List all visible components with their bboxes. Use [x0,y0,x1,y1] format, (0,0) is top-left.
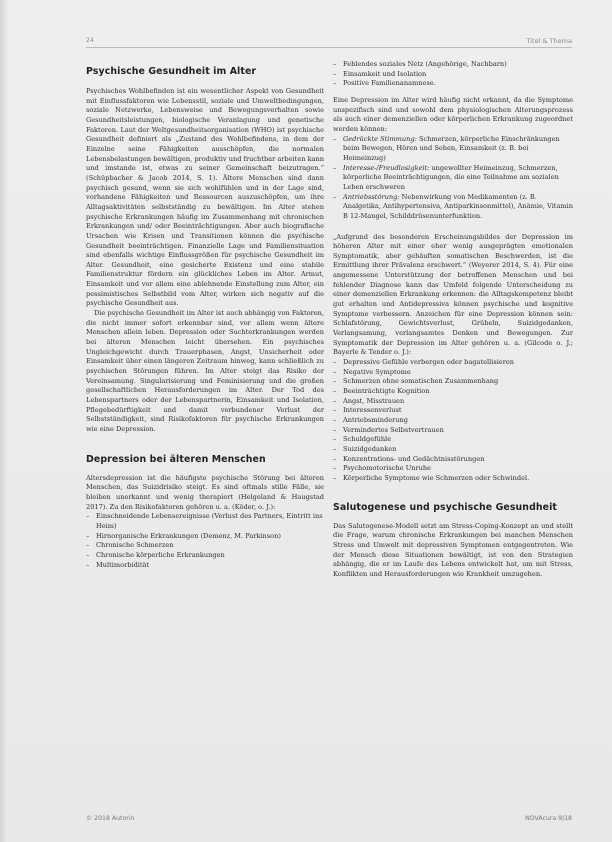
list-item: – Chronische Schmerzen [86,541,174,550]
footer-copyright: © 2018 Autorin [86,815,135,822]
risk-factor-list-continued [333,60,573,89]
list-item: – Antriebsminderung [333,415,409,424]
paragraph: Das Salutogenese-Modell setzt am Stress-Coping-Konzept an und stellt die Frage, warum chronische Erkrankungen bei manchen Menschen Stress und Umwelt mit depressiven Symptomen entgegentreten. Wie der Mensch diese Situationen bewältigt, ist von den Strategien abhängig, die er im Laufe des Lebens entwickelt hat, um mit Stress, Konflikten und Herausforderungen wie Krankheit umzugehen. [333,521,573,578]
list-item: – Interessenverlust [333,406,402,415]
section-heading-salutogenese: Salutogenese und psychische Gesundheit [333,501,558,513]
section-heading-psychische-gesundheit: Psychische Gesundheit im Alter [86,66,257,77]
page-number: 24 [86,37,94,44]
list-item: – Positive Familienanamnese. [333,79,436,88]
list-item: – Psychomotorische Unruhe [333,464,432,473]
paragraph: Eine Depression im Alter wird häufig nicht erkannt, da die Symptome unspezifisch sind und sowohl dem physiologischen Alterungsprozess als auch einer demenziellen oder körperlichen Erkrankung zugeordnet werden können: [333,95,573,133]
list-item: – Interesse-/Freudlosigkeit: ungewollter Heimeinzug, Schmerzen, körperliche Beeinträchtigungen, die eine Teilnahme am sozialen Leben erschweren [333,163,559,191]
paragraph: „Aufgrund des besonderen Erscheinungsbildes der Depression im höheren Alter mit einer eher wenig ausgeprägten emotionalen Symptomatik, aber gehäuften somatischen Beschwerden, ist die Ermittlung ihrer Prävalenz erschwert.“ (Weyerer 2014, S. 4). Für eine angemessene Unterstützung der betroffenen Menschen und bei fehlender Diagnose kann das Umfeld folgende Unterscheidung zu einer demenziellen Erkrankung erkennen: die Alltagskompetenz bleibt gut erhalten und Antidepressiva können psychische und kognitive Symptome verbessern. Anzeichen für eine Depression können sein: Schlafstörung, Gewichtsverlust, Grübeln, Suizidgedanken, Verlangsamung, verlangsamtes Denken und Bewegungen. Zur Symptomatik der Depression im Alter gehören u. a. (Gilcode o. J.; Bayerle & Tender o. J.): [333,232,573,357]
left-column [86,66,324,570]
paragraph: Die psychische Gesundheit im Alter ist auch abhängig von Faktoren, die nicht immer sofort erkennbar sind, vor allem wenn ältere Menschen allein leben. Depression oder Suchterkrankungen werden bei älteren Menschen leicht übersehen. Ein psychisches Ungleichgewicht durch Trauerphasen, Angst, Unsicherheit oder Einsamkeit über einen längeren Zeitraum hinweg, kann schließlich zu psychischen Störungen führen. Im Alter steigt das Risiko der Vereinsamung. Singularisierung und Feminisierung und die großen gesellschaftlichen Herausforderungen im Alter. Der Tod des Lebenspartners oder der Lebenspartnerin, Einsamkeit und Isolation, Pflegebedürftigkeit und damit verbundener Verlust der Selbstständigkeit, sind Risikofaktoren für psychische Erkrankungen wie eine Depression. [86,309,324,433]
right-column [333,60,573,580]
paragraph: Altersdepression ist die häufigste psychische Störung bei älteren Menschen, das Suizidrisiko steigt. Es sind oftmals stille Fälle, sie bleiben unerkannt und wenig therapiert (Helgeland & Haugstad 2017). Zu den Risikofaktoren gehören u. a. (Köder, o. J.): [86,473,324,511]
symptom-list [333,135,573,222]
list-item: – Schuldgefühle [333,435,392,444]
depression-signs-list [333,358,573,484]
list-item: – Fehlendes soziales Netz (Angehörige, Nachbarn) [333,60,507,68]
list-item: – Beeinträchtigte Kognition [333,387,430,395]
page-binding-shadow [0,0,8,842]
list-item: – Einschneidende Lebensereignisse (Verlust des Partners, Eintritt ins Heim) [86,512,323,530]
header-rule [86,47,572,48]
section-heading-depression: Depression bei älteren Menschen [86,453,266,465]
list-item: – Antriebsstörung: Nebenwirkung von Medikamenten (z. B. Analgetika, Antihypertensiva, Antiparkinsonmittel), Anämie, Vitamin B 12-Mangel, Schilddrüsenunterfunktion. [333,192,573,220]
footer-journal: NOVAcura 9|18 [525,815,572,822]
list-item: – Einsamkeit und Isolation [333,69,427,78]
list-item: – Suizidgedanken [333,444,397,453]
list-item: – Konzentrations- und Gedächtnisstörungen [333,454,485,463]
list-item: – Negative Symptome [333,367,411,376]
list-item: – Angst, Misstrauen [333,396,405,405]
list-item: – Gedrückte Stimmung: Schmerzen, körperliche Einschränkungen beim Bewegen, Hören und Sehen, Einsamkeit (z. B. bei Heimeinzug) [333,134,560,162]
list-item: – Chronische körperliche Erkrankungen [86,550,225,559]
list-item: – Vermindertes Selbstvertrauen [333,425,444,434]
risk-factor-list [86,512,324,570]
list-item: – Körperliche Symptome wie Schmerzen oder Schwindel. [333,473,530,482]
list-item: – Schmerzen ohne somatischen Zusammenhang [333,377,499,386]
list-item: – Hirnorganische Erkrankungen (Demenz, M. Parkinson) [86,531,281,540]
list-item: – Multimorbidität [86,560,150,569]
running-header: Titel & Thema [526,37,572,45]
paragraph: Psychisches Wohlbefinden ist ein wesentlicher Aspekt von Gesundheit mit Einflussfaktoren wie Lebensstil, soziale und Umweltbedingungen, soziale Netzwerke, Lebensweise und Bewegungsverhalten sowie Gesundheitsleistungen, biologische Veranlagung und genetische Faktoren. Laut der Weltgesundheitsorganisation (WHO) ist psychische Gesundheit definiert als „Zustand des Wohlbefindens, in dem der Einzelne seine Fähigkeiten ausschöpfen, die normalen Lebensbelastungen bewältigen, produktiv und fruchtbar arbeiten kann und imstande ist, etwas zu seiner Gemeinschaft beizutragen.“ (Schüpbacher & Jacob 2014, S. 1). Ältere Menschen sind dann psychisch gesund, wenn sie sich wohlfühlen und in der Lage sind, vorhandene Fähigkeiten und Ressourcen auszuschöpfen, um ihre Alltagsaktivitäten selbstständig zu bewältigen. Im Alter stehen psychische Erkrankungen häufig im Zusammenhang mit chronischen Erkrankungen und/ oder Beeinträchtigungen. Aber auch biografische Ursachen wie Krisen und Transitionen können die psychische Gesundheit beeinträchtigen. Finanzielle Lage und Familiensituation sind ebenfalls wichtige Einflussgrößen für psychische Gesundheit im Alter. Gesundheit, eine gesicherte Existenz und eine stabile Familienstruktur fördern ein glückliches Leben im Alter. Armut, Einsamkeit und vor allem eine ablehnende Einstellung zum Alter, ein pessimistisches Selbstbild vom Alter, wirken sich negativ auf die psychische Gesundheit aus. [86,87,324,308]
list-item: – Depressive Gefühle verbergen oder bagatellisieren [333,358,515,367]
